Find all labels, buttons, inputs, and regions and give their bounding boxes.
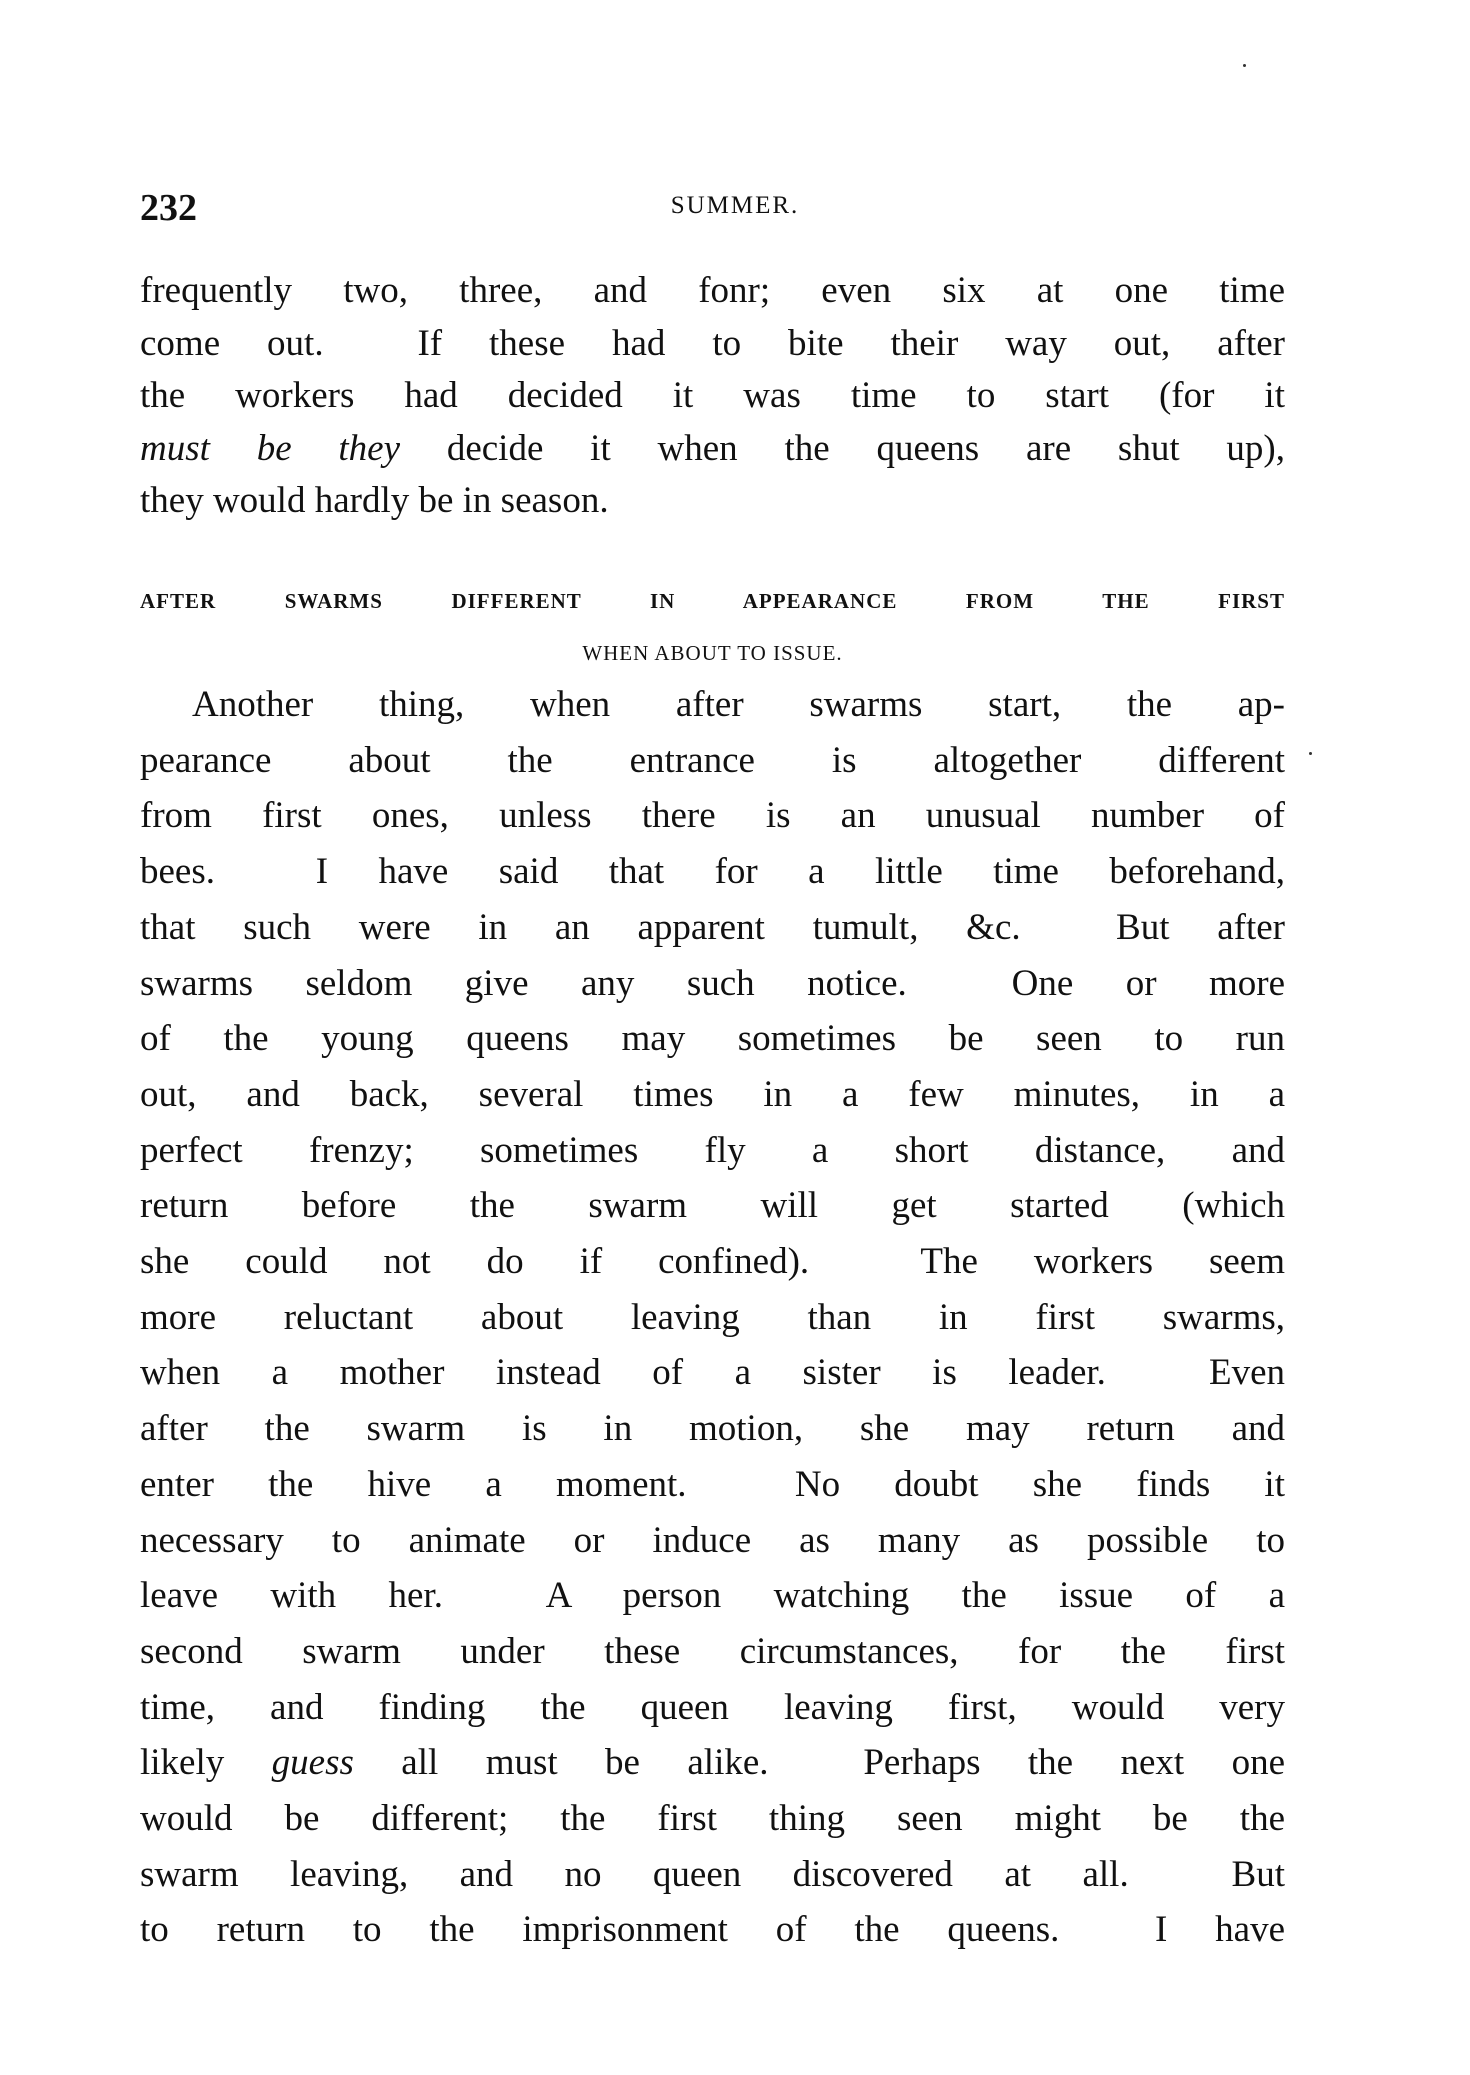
text-line (140, 1516, 1285, 1566)
text-segment: when a mother instead of a sister is leader. Even (140, 1352, 1285, 1394)
text-line (140, 1014, 1285, 1064)
speck-mark (1309, 752, 1312, 755)
running-title: SUMMER. (670, 192, 800, 219)
text-line (140, 1627, 1285, 1677)
italic-text: must be they (140, 427, 401, 469)
text-segment: decide it when the queens are shut up), (400, 427, 1285, 469)
text-segment: swarms seldom give any such notice. One or more (140, 962, 1285, 1004)
text-segment: the workers had decided it was time to start (for it (140, 375, 1285, 416)
text-line (140, 1460, 1285, 1510)
speck-mark (1243, 64, 1246, 67)
text-line (140, 1070, 1285, 1120)
text-segment: swarm leaving, and no queen discovered at all. But (140, 1853, 1285, 1895)
text-segment: to return to the imprisonment of the queens. I have (140, 1909, 1285, 1951)
text-segment: second swarm under these circumstances, for the first (140, 1630, 1285, 1672)
text-segment: pearance about the entrance is altogether different (140, 739, 1285, 781)
text-segment: enter the hive a moment. No doubt she finds it (140, 1463, 1285, 1505)
page-number: 232 (140, 187, 197, 229)
text-segment: of the young queens may sometimes be seen to run (140, 1018, 1285, 1060)
italic-text: guess (271, 1742, 354, 1784)
text-segment: likely (140, 1742, 272, 1784)
text-segment: out, and back, several times in a few minutes, in a (140, 1073, 1285, 1115)
text-line (140, 959, 1285, 1009)
text-line (140, 1181, 1285, 1231)
section-heading-continued: WHEN ABOUT TO ISSUE. (582, 641, 843, 665)
text-line (140, 1348, 1285, 1398)
text-line (140, 266, 1285, 316)
section-heading: AFTER SWARMS DIFFERENT IN APPEARANCE FROM THE FIRST (140, 589, 1285, 613)
text-segment: frequently two, three, and fonr; even six at one time (140, 270, 1285, 311)
text-line (140, 424, 1285, 474)
text-line (140, 1738, 1285, 1788)
text-line (140, 476, 1285, 526)
text-line (140, 903, 1285, 953)
text-line (192, 680, 1285, 730)
text-line (140, 1850, 1285, 1900)
text-line (140, 1126, 1285, 1176)
text-segment: they would hardly be in season. (140, 480, 609, 521)
text-segment: bees. I have said that for a little time beforehand, (140, 851, 1285, 893)
text-line (140, 736, 1285, 786)
text-line (140, 1794, 1285, 1844)
text-segment: she could not do if confined). The workers seem (140, 1241, 1285, 1282)
text-line (140, 371, 1285, 421)
text-line (140, 1404, 1285, 1454)
text-line (140, 1293, 1285, 1343)
text-segment: after the swarm is in motion, she may return and (140, 1408, 1285, 1450)
text-line (140, 1237, 1285, 1287)
text-line (140, 319, 1285, 369)
text-segment: all must be alike. Perhaps the next one (353, 1742, 1285, 1784)
text-segment: more reluctant about leaving than in first swarms, (140, 1296, 1285, 1338)
text-line (140, 1905, 1285, 1955)
text-segment: return before the swarm will get started (which (140, 1185, 1285, 1227)
text-segment: that such were in an apparent tumult, &c. But after (140, 906, 1285, 948)
text-line (140, 1683, 1285, 1733)
text-segment: perfect frenzy; sometimes fly a short distance, and (140, 1129, 1285, 1171)
text-segment: time, and finding the queen leaving first, would very (140, 1686, 1285, 1728)
text-segment: come out. If these had to bite their way out, after (140, 322, 1285, 364)
text-segment: would be different; the first thing seen might be the (140, 1798, 1285, 1839)
text-segment: necessary to animate or induce as many as possible to (140, 1519, 1285, 1561)
text-segment: from first ones, unless there is an unusual number of (140, 795, 1285, 837)
text-segment: leave with her. A person watching the issue of a (140, 1575, 1285, 1617)
text-line (140, 847, 1285, 897)
text-line (140, 791, 1285, 841)
text-line (140, 1571, 1285, 1621)
text-segment: Another thing, when after swarms start, the ap- (192, 684, 1285, 725)
